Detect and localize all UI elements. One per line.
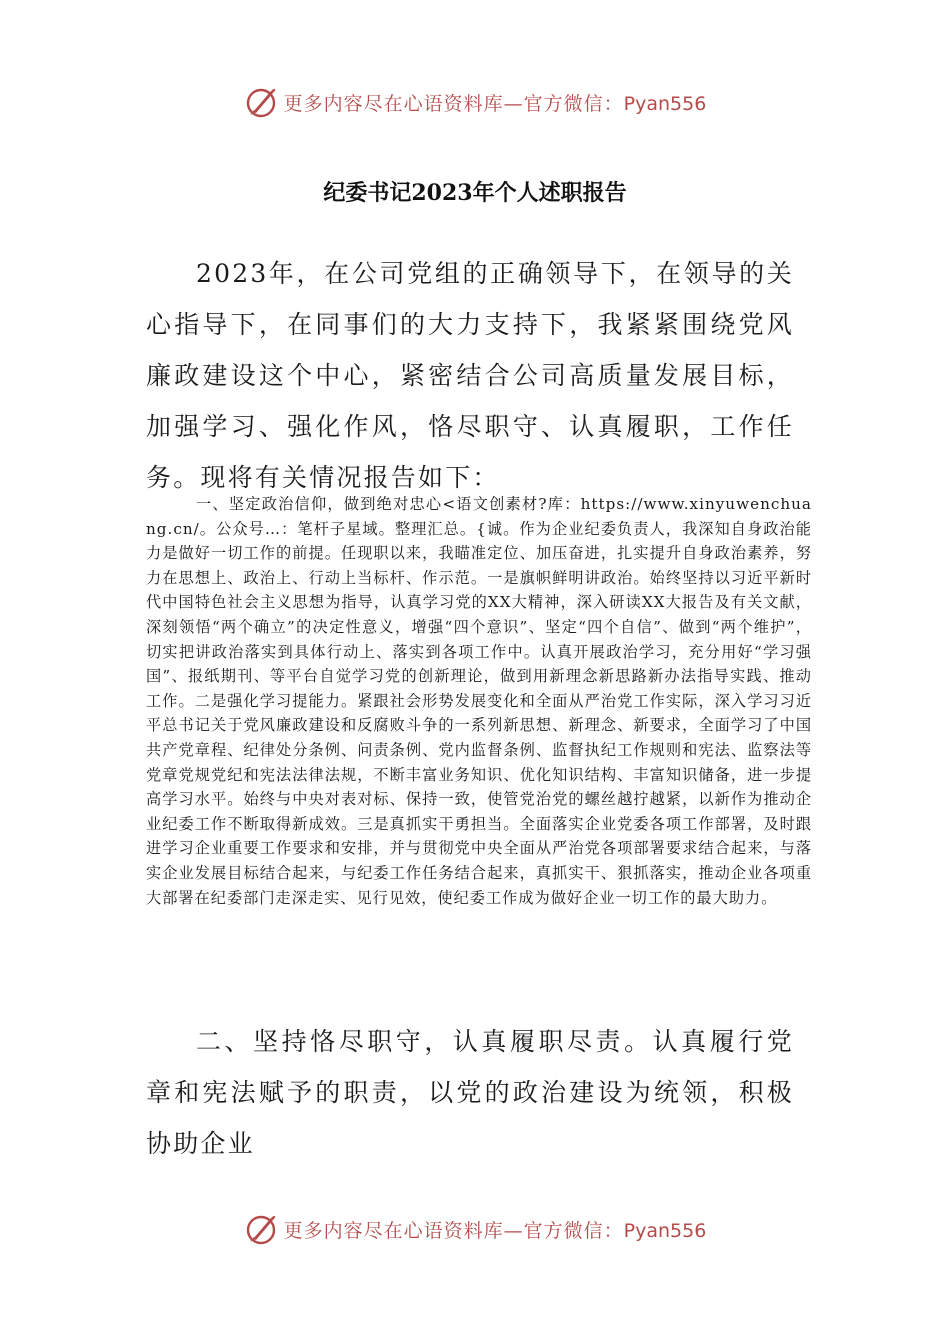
- banner-label: 更多内容尽在心语资料库—官方微信：: [283, 1219, 624, 1242]
- header-banner: [0, 80, 950, 124]
- quill-pen-circle-logo: [244, 1212, 278, 1246]
- document-title: 纪委书记2023年个人述职报告: [323, 180, 627, 206]
- banner-label: 更多内容尽在心语资料库—官方微信：: [283, 92, 624, 115]
- section-one-paragraph: 一、坚定政治信仰，做到绝对忠心<语文创素材?库：https://www.xinyuwenchuang.cn/。公众号…：笔杆子星域。整理汇总。{诚。作为企业纪委负责人，我深知自身政治能力是做好一切工作的前提。任现职以来，我瞄准定位、加压奋进，扎实提升自身政治素养，努力在思想上、政治上、行动上当标杆、作示范。一是旗帜鲜明讲政治。始终坚持以习近平新时代中国特色社会主义思想为指导，认真学习党的XX大精神，深入研读XX大报告及有关文献，深刻领悟“两个确立”的决定性意义，增强“四个意识”、坚定“四个自信”、做到“两个维护”，切实把讲政治落实到具体行动上、落实到各项工作中。认真开展政治学习，充分用好“学习强国”、报纸期刊、等平台自觉学习党的创新理论，做到用新理念新思路新办法指导实践、推动工作。二是强化学习提能力。紧跟社会形势发展变化和全面从严治党工作实际，深入学习习近平总书记关于党风廉政建设和反腐败斗争的一系列新思想、新理念、新要求，全面学习了中国共产党章程、纪律处分条例、问责条例、党内监督条例、监督执纪工作规则和宪法、监察法等党章党规党纪和宪法法律法规，不断丰富业务知识、优化知识结构、丰富知识储备，进一步提高学习水平。始终与中央对表对标、保持一致，使管党治党的螺丝越拧越紧，以新作为推动企业纪委工作不断取得新成效。三是真抓实干勇担当。全面落实企业党委各项工作部署，及时跟进学习企业重要工作要求和安排，并与贯彻党中央全面从严治党各项部署要求结合起来，与落实企业发展目标结合起来，与纪委工作任务结合起来，真抓实干、狠抓落实，推动企业各项重大部署在纪委部门走深走实、见行见效，使纪委工作成为做好企业一切工作的最大助力。: [146, 495, 812, 907]
- section-two-paragraph: 二、坚持恪尽职守，认真履职尽责。认真履行党章和宪法赋予的职责，以党的政治建设为统领，积极协助企业: [146, 1027, 794, 1158]
- banner-text: [284, 89, 707, 116]
- banner-wechat-id: Pyan556: [623, 1219, 707, 1242]
- quill-pen-circle-logo: [244, 85, 278, 119]
- intro-paragraph: 2023年，在公司党组的正确领导下，在领导的关心指导下，在同事们的大力支持下，我紧紧围绕党风廉政建设这个中心，紧密结合公司高质量发展目标，加强学习、强化作风，恪尽职守、认真履职，工作任务。现将有关情况报告如下：: [146, 259, 794, 492]
- banner-wechat-id: Pyan556: [623, 92, 707, 115]
- footer-banner: [0, 1207, 950, 1251]
- banner-text: [284, 1216, 707, 1243]
